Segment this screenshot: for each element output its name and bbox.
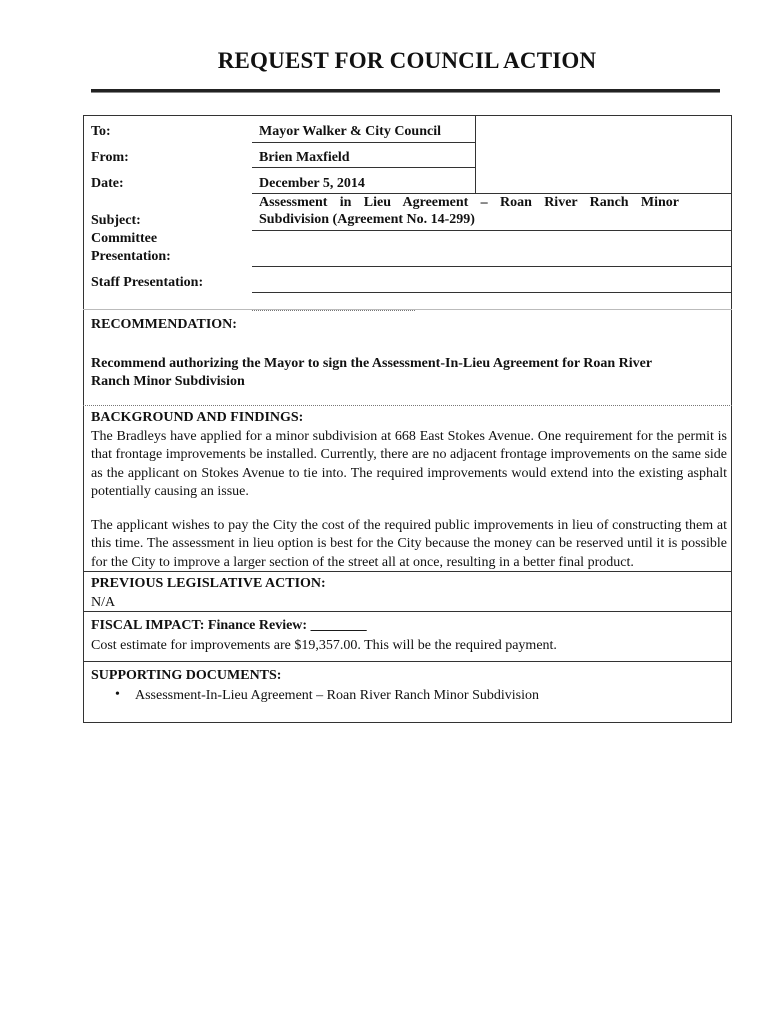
section-divider-fiscal bbox=[83, 661, 732, 662]
section-divider-routing bbox=[83, 309, 732, 310]
to-underline bbox=[252, 142, 475, 143]
subject-underline bbox=[252, 230, 732, 231]
routing-box-right-edge bbox=[475, 115, 476, 194]
title-rule bbox=[91, 89, 720, 93]
background-paragraph-1: The Bradleys have applied for a minor subdivision at 668 East Stokes Avenue. One requirement for the permit is that frontage improvements be installed. Currently, there are no adjacent frontage improvements on the same side as the applicant on Stokes Avenue to tie into. The required improvements would extend into the existing asphalt potentially causing an issue. bbox=[91, 429, 727, 499]
date-value: December 5, 2014 bbox=[259, 176, 365, 191]
supporting-document-item[interactable]: Assessment-In-Lieu Agreement – Roan River Ranch Minor Subdivision bbox=[135, 688, 539, 703]
supporting-heading: SUPPORTING DOCUMENTS: bbox=[91, 668, 282, 683]
subject-value-line2: Subdivision (Agreement No. 14-299) bbox=[259, 212, 475, 227]
to-value: Mayor Walker & City Council bbox=[259, 124, 441, 139]
legislative-text: N/A bbox=[91, 595, 116, 610]
committee-label-line1: Committee bbox=[91, 231, 158, 246]
fiscal-heading: FISCAL IMPACT: Finance Review: ________ bbox=[91, 618, 367, 633]
recommendation-text-line2: Ranch Minor Subdivision bbox=[91, 374, 245, 389]
to-label: To: bbox=[91, 124, 111, 139]
subject-label: Subject: bbox=[91, 213, 141, 228]
subject-value-line1: Assessment in Lieu Agreement – Roan River Ranch Minor bbox=[259, 195, 679, 210]
bullet-icon: • bbox=[115, 687, 120, 702]
background-paragraph-2: The applicant wishes to pay the City the cost of the required public improvements in lieu of constructing them at this time. The assessment in lieu option is best for the City because the money can be reserved until it is possible for the City to improve a larger section of the street all at once, resulting in a better final product. bbox=[91, 518, 727, 570]
recommendation-text-line1: Recommend authorizing the Mayor to sign the Assessment-In-Lieu Agreement for Roan River bbox=[91, 356, 653, 371]
background-heading: BACKGROUND AND FINDINGS: bbox=[91, 410, 304, 425]
fiscal-text: Cost estimate for improvements are $19,357.00. This will be the required payment. bbox=[91, 638, 557, 653]
staff-presentation-label: Staff Presentation: bbox=[91, 275, 204, 290]
staff-dotted-line bbox=[252, 310, 415, 311]
section-divider-legislative bbox=[83, 611, 732, 612]
recommendation-heading: RECOMMENDATION: bbox=[91, 317, 237, 332]
staff-underline bbox=[252, 292, 732, 293]
date-label: Date: bbox=[91, 176, 124, 191]
legislative-heading: PREVIOUS LEGISLATIVE ACTION: bbox=[91, 576, 326, 591]
from-label: From: bbox=[91, 150, 129, 165]
from-underline bbox=[252, 167, 475, 168]
date-underline bbox=[252, 193, 732, 194]
document-title: REQUEST FOR COUNCIL ACTION bbox=[217, 48, 597, 73]
section-divider-recommendation bbox=[83, 405, 732, 406]
from-value: Brien Maxfield bbox=[259, 150, 350, 165]
committee-label-line2: Presentation: bbox=[91, 249, 171, 264]
section-divider-background bbox=[83, 571, 732, 572]
committee-underline bbox=[252, 266, 732, 267]
